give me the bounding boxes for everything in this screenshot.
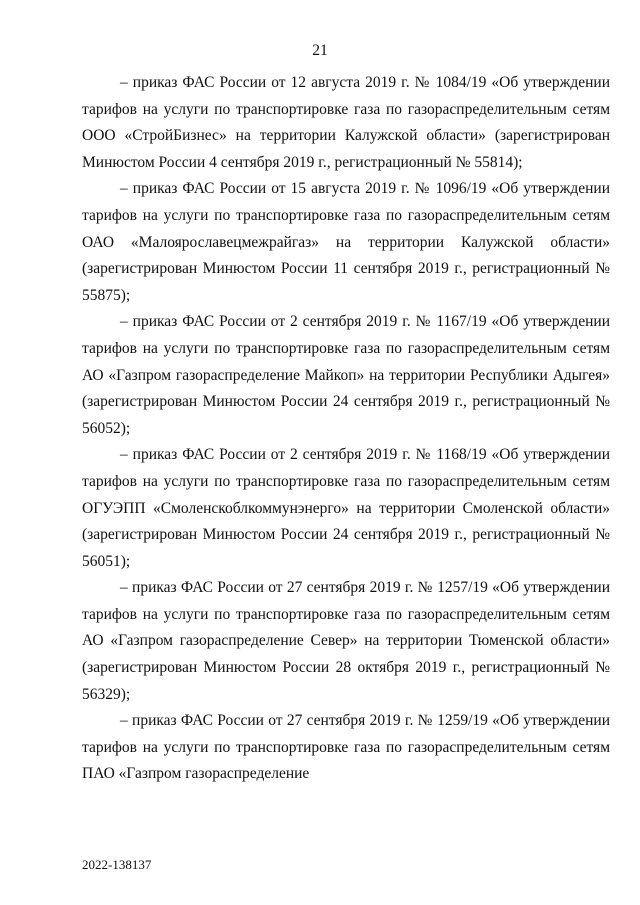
document-body [82, 70, 610, 788]
paragraph-order-1084: – приказ ФАС России от 12 августа 2019 г. № 1084/19 «Об утверждении тарифов на услуги по транспортировке газа по газораспределительным сетям ООО «СтройБизнес» на территории Калужской области» (зарегистрирован Минюстом России 4 сентября 2019 г., регистрационный № 55814); [82, 74, 610, 171]
paragraph-order-1096: – приказ ФАС России от 15 августа 2019 г. № 1096/19 «Об утверждении тарифов на услуги по транспортировке газа по газораспределительным сетям ОАО «Малоярославецмежрайгаз» на территории Калужской области» (зарегистрирован Минюстом России 11 сентября 2019 г., регистрационный № 55875); [82, 180, 610, 304]
paragraph-order-1259: – приказ ФАС России от 27 сентября 2019 г. № 1259/19 «Об утверждении тарифов на услуги по транспортировке газа по газораспределительным сетям ПАО «Газпром газораспределение [82, 712, 610, 783]
paragraph-order-1167: – приказ ФАС России от 2 сентября 2019 г. № 1167/19 «Об утверждении тарифов на услуги по транспортировке газа по газораспределительным сетям АО «Газпром газораспределение Майкоп» на территории Республики Адыгея» (зарегистрирован Минюстом России 24 сентября 2019 г., регистрационный № 56052); [82, 313, 610, 437]
page-number: 21 [312, 42, 328, 59]
document-code: 2022-138137 [82, 857, 152, 872]
paragraph-order-1168: – приказ ФАС России от 2 сентября 2019 г. № 1168/19 «Об утверждении тарифов на услуги по транспортировке газа по газораспределительным сетям ОГУЭПП «Смоленскоблкоммунэнерго» на территории Смоленской области» (зарегистрирован Минюстом России 24 сентября 2019 г., регистрационный № 56051); [82, 446, 610, 570]
paragraph-order-1257: – приказ ФАС России от 27 сентября 2019 г. № 1257/19 «Об утверждении тарифов на услуги по транспортировке газа по газораспределительным сетям АО «Газпром газораспределение Север» на территории Тюменской области» (зарегистрирован Минюстом России 28 октября 2019 г., регистрационный № 56329); [82, 579, 610, 703]
